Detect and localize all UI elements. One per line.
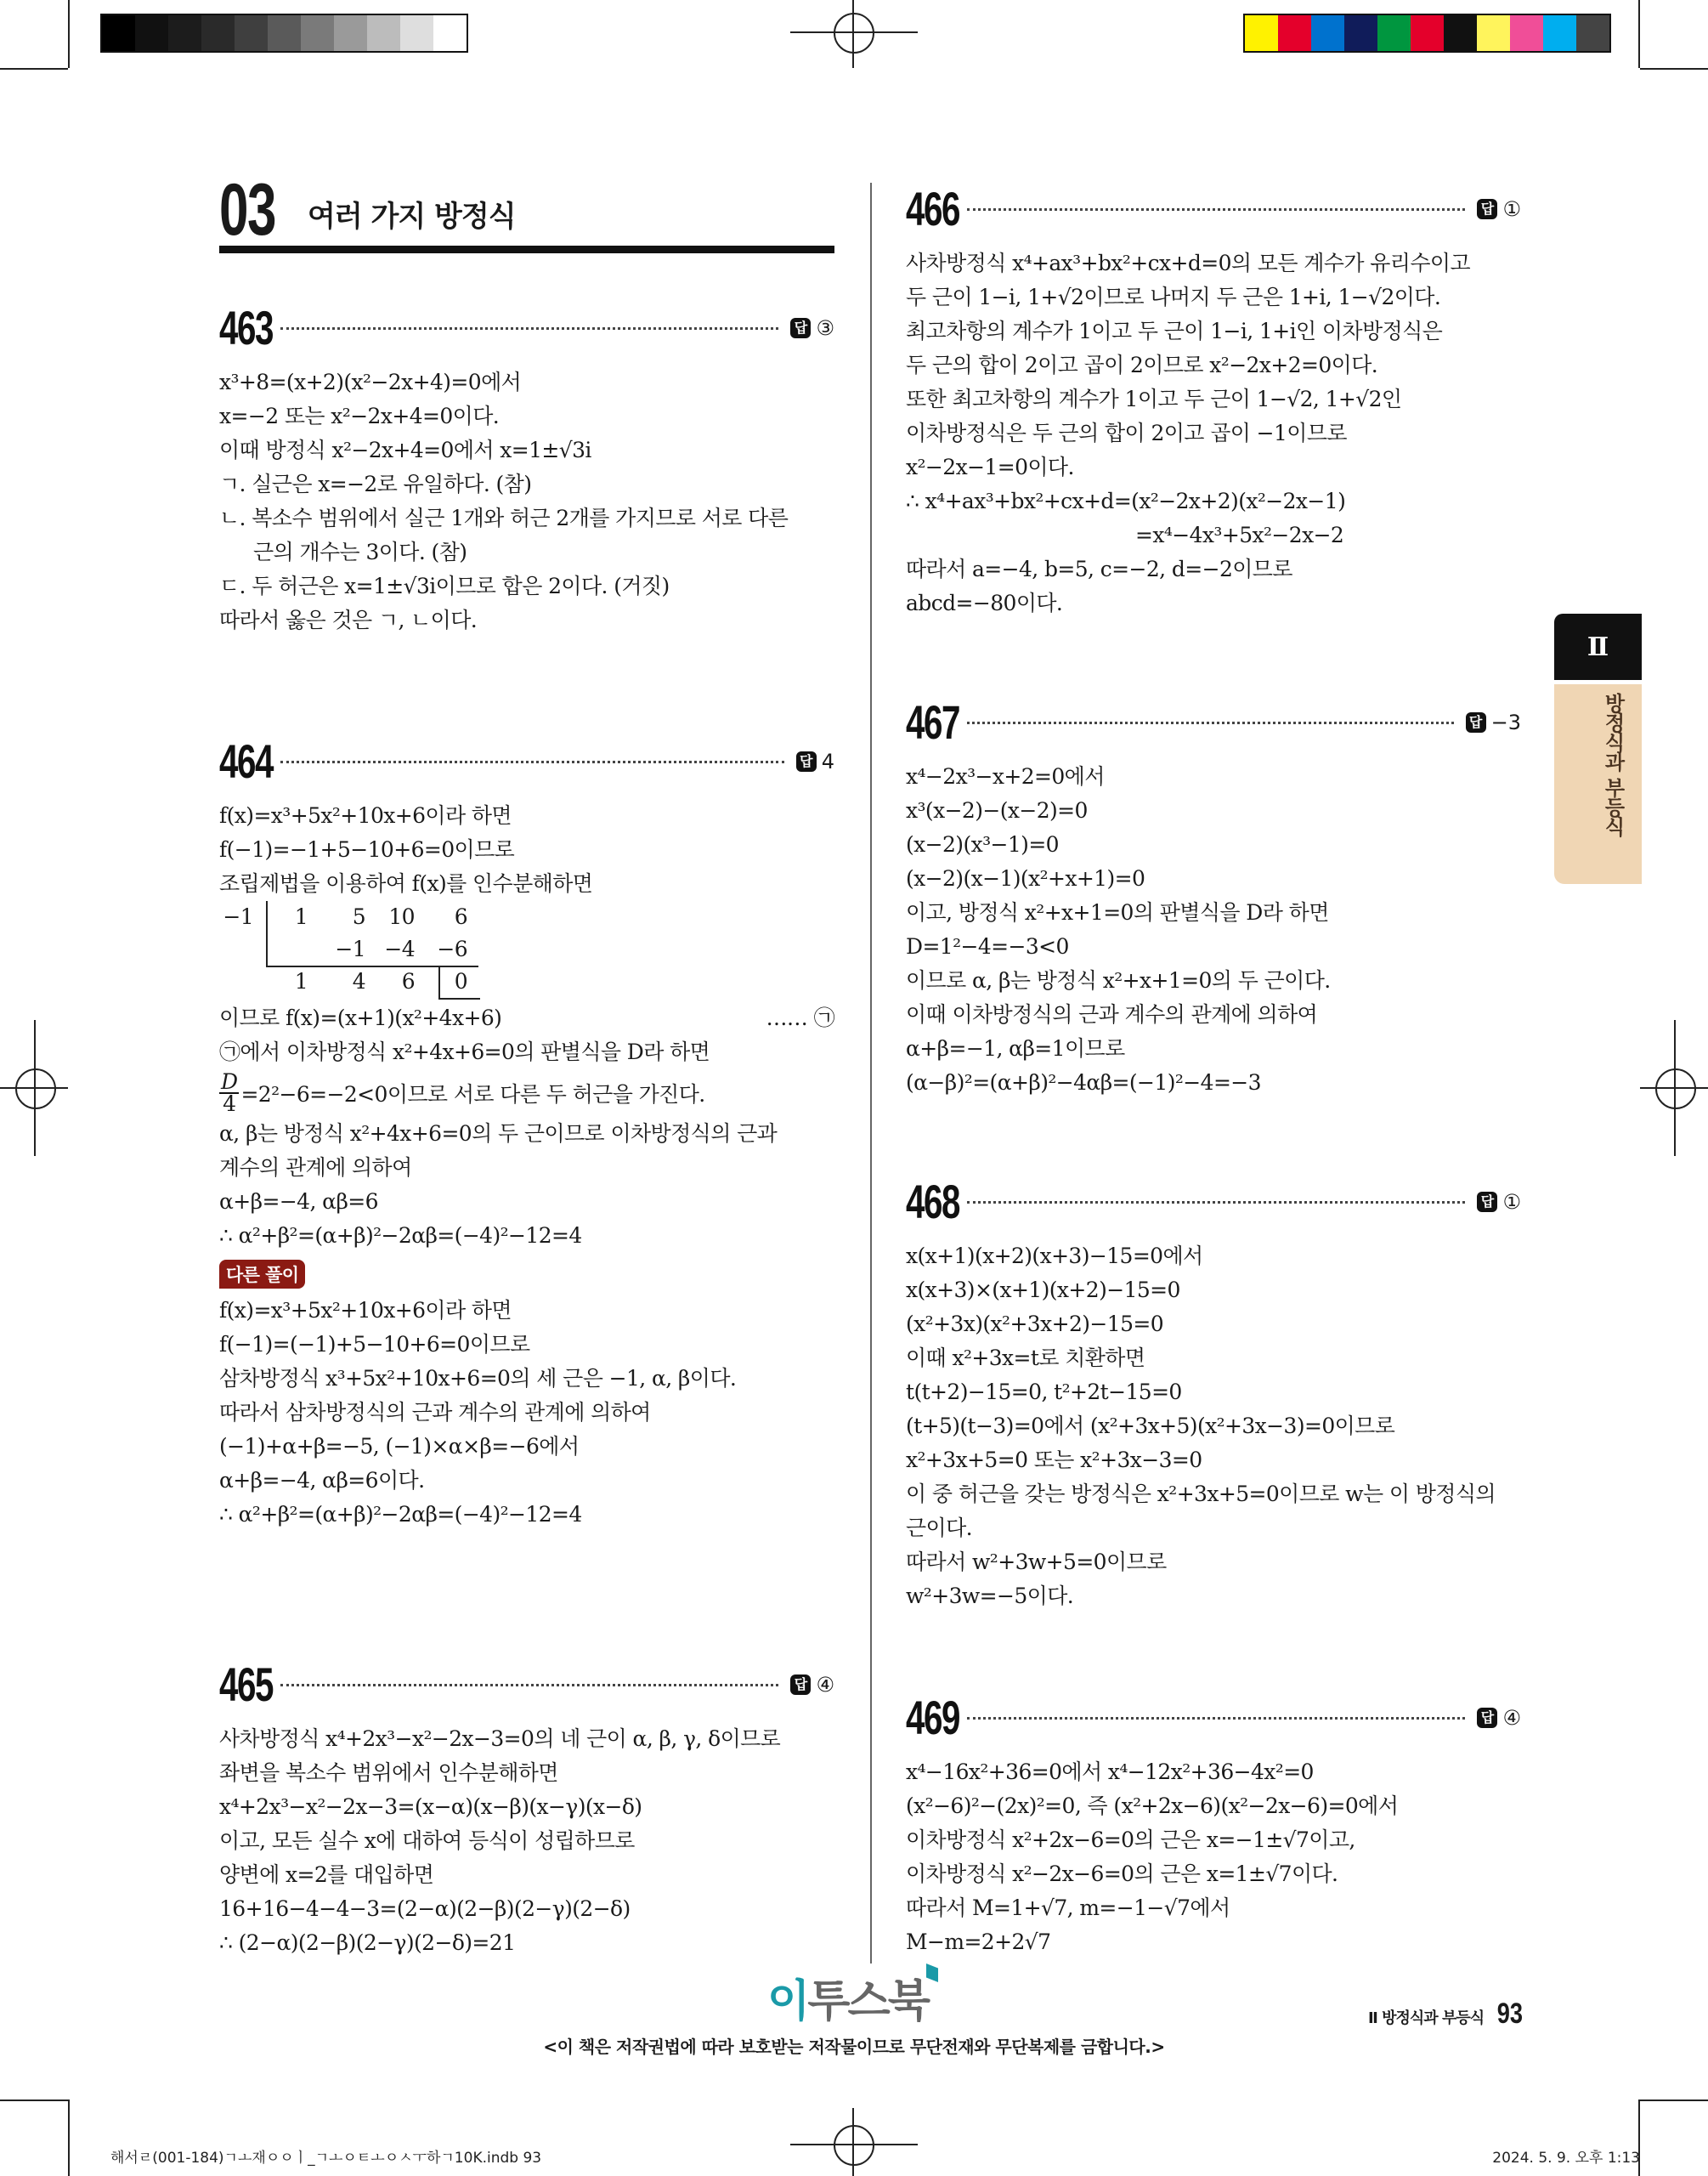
division-cell: 4 [352, 969, 365, 994]
alt-solution-row [219, 1253, 834, 1294]
dotted-leader [967, 1717, 1465, 1720]
answer [1466, 711, 1521, 734]
crop-mark [1638, 0, 1640, 68]
color-swatch [235, 15, 268, 51]
color-swatch [301, 15, 334, 51]
division-cell: 10 [388, 904, 415, 929]
registration-mark [852, 2108, 854, 2176]
solution-lines [906, 760, 1521, 1100]
dotted-leader [967, 1201, 1465, 1204]
color-swatch [268, 15, 301, 51]
color-swatch [1411, 15, 1444, 51]
column-divider [870, 183, 872, 1964]
answer-badge-icon: 답 [1477, 199, 1497, 219]
registration-mark [834, 13, 874, 54]
crop-mark [1640, 2100, 1708, 2101]
problem-number: 464 [219, 734, 273, 788]
solution-line: 또한 최고차항의 계수가 1이고 두 근이 1−√2, 1+√2인 [906, 387, 1402, 411]
solution-line: f(x)=x³+5x²+10x+6이라 하면 [219, 803, 512, 828]
answer-value: ③ [816, 316, 834, 340]
logo-flag-icon [926, 1964, 938, 1982]
answer [1477, 1706, 1521, 1730]
color-swatch [1278, 15, 1311, 51]
registration-mark [834, 2125, 874, 2166]
answer-value: 4 [821, 750, 834, 774]
solution-line: 이때 방정식 x²−2x+4=0에서 x=1±√3i [219, 438, 591, 462]
solution-line: f(x)=x³+5x²+10x+6이라 하면 [219, 1298, 512, 1323]
problem-number: 465 [219, 1658, 273, 1711]
answer-value: −3 [1490, 711, 1521, 734]
solution-line: 근이다. [906, 1516, 972, 1540]
fraction-denominator: 4 [223, 1091, 236, 1116]
division-cell: −1 [335, 937, 365, 961]
problem-467 [906, 695, 1521, 1100]
color-swatch [168, 15, 201, 51]
color-swatch [1576, 15, 1609, 51]
problem-number: 466 [906, 182, 959, 235]
solution-line: (α−β)²=(α+β)²−4αβ=(−1)²−4=−3 [906, 1070, 1261, 1095]
chapter-title: 여러 가지 방정식 [308, 200, 516, 234]
answer [796, 750, 834, 774]
crop-mark [0, 68, 68, 70]
solution-lines [906, 1755, 1521, 1959]
solution-lines [219, 366, 834, 638]
solution-line: 삼차방정식 x³+5x²+10x+6=0의 세 근은 −1, α, β이다. [219, 1366, 737, 1391]
solution-line: 이때 x²+3x=t로 치환하면 [906, 1346, 1145, 1370]
crop-mark [0, 2100, 68, 2101]
solution-line: x³+8=(x+2)(x²−2x+4)=0에서 [219, 370, 522, 394]
problem-number: 463 [219, 301, 273, 354]
solution-line: ∴ (2−α)(2−β)(2−γ)(2−δ)=21 [219, 1930, 516, 1955]
solution-line: 이 중 허근을 갖는 방정식은 x²+3x+5=0이므로 w는 이 방정식의 [906, 1482, 1496, 1506]
solution-line: α, β는 방정식 x²+4x+6=0의 두 근이므로 이차방정식의 근과 [219, 1121, 778, 1146]
division-cell: −4 [384, 937, 415, 961]
dotted-leader [967, 722, 1454, 724]
solution-line: x⁴−16x²+36=0에서 x⁴−12x²+36−4x²=0 [906, 1760, 1314, 1784]
answer-value: ④ [816, 1673, 834, 1697]
problem-465 [219, 1658, 834, 1960]
dotted-leader [280, 327, 778, 330]
registration-mark [1640, 1087, 1708, 1089]
solution-line: ㄴ. 복소수 범위에서 실근 1개와 허근 2개를 가지므로 서로 다른 [219, 506, 789, 530]
problem-header [219, 734, 834, 788]
answer-badge-icon: 답 [790, 318, 811, 338]
solution-line: ∴ α²+β²=(α+β)²−2αβ=(−4)²−12=4 [219, 1223, 582, 1248]
answer-badge-icon: 답 [1466, 712, 1486, 733]
fraction-rest: =2²−6=−2<0이므로 서로 다른 두 허근을 가진다. [240, 1082, 705, 1107]
fraction [219, 1069, 239, 1116]
solution-line: 양변에 x=2를 대입하면 [219, 1862, 434, 1887]
solution-line: (x²+3x)(x²+3x+2)−15=0 [906, 1312, 1164, 1336]
equation-tag: …… ㉠ [766, 1006, 834, 1030]
solution-line: 근의 개수는 3이다. (참) [253, 540, 467, 564]
problem-header [219, 301, 834, 354]
solution-line: (x−2)(x−1)(x²+x+1)=0 [906, 866, 1145, 891]
problem-header [906, 1175, 1521, 1228]
problem-468 [906, 1175, 1521, 1613]
solution-line: 이므로 α, β는 방정식 x²+x+1=0의 두 근이다. [906, 968, 1331, 993]
solution-line: ㉠에서 이차방정식 x²+4x+6=0의 판별식을 D라 하면 [219, 1040, 710, 1064]
color-swatch [1477, 15, 1510, 51]
color-swatch [367, 15, 400, 51]
answer [790, 316, 834, 340]
solution-line: 이고, 방정식 x²+x+1=0의 판별식을 D라 하면 [906, 900, 1329, 925]
solution-line: 따라서 옳은 것은 ㄱ, ㄴ이다. [219, 608, 478, 632]
solution-line: α+β=−4, αβ=6 [219, 1189, 378, 1214]
problem-469 [906, 1691, 1521, 1959]
problem-number: 468 [906, 1175, 959, 1228]
color-swatch [1377, 15, 1411, 51]
division-cell: 5 [352, 904, 365, 929]
division-cell: 1 [294, 904, 308, 929]
registration-mark [852, 0, 854, 68]
solution-line: =x⁴−4x³+5x²−2x−2 [1135, 523, 1344, 547]
answer-value: ① [1502, 1190, 1521, 1214]
slug-file-name: 해서ㄹ(001-184)ㄱㅗ재ㅇㅇㅣ_ㄱㅗㅇㅌㅗㅇㅅㅜ하ㄱ10K.indb 93 [110, 2150, 542, 2167]
solution-line: x⁴+2x³−x²−2x−3=(x−α)(x−β)(x−γ)(x−δ) [219, 1794, 642, 1819]
solution-line: 이고, 모든 실수 x에 대하여 등식이 성립하므로 [219, 1828, 635, 1853]
alt-solution-badge: 다른 풀이 [219, 1260, 305, 1289]
crop-mark [68, 2100, 70, 2176]
color-swatch [102, 15, 135, 51]
solution-line: M−m=2+2√7 [906, 1930, 1051, 1954]
solution-line: (−1)+α+β=−5, (−1)×α×β=−6에서 [219, 1434, 580, 1459]
dotted-leader [280, 761, 784, 763]
dotted-leader [280, 1684, 778, 1686]
chapter-number: 03 [219, 169, 276, 251]
crop-mark [1640, 68, 1708, 70]
solution-lines [219, 1722, 834, 1960]
solution-line: abcd=−80이다. [906, 591, 1063, 615]
solution-line: f(−1)=−1+5−10+6=0이므로 [219, 837, 515, 862]
section-label: Ⅱ 방정식과 부등식 [1368, 2009, 1485, 2027]
answer [790, 1673, 834, 1697]
solution-line: (t+5)(t−3)=0에서 (x²+3x+5)(x²+3x−3)=0이므로 [906, 1414, 1395, 1438]
solution-line: x³(x−2)−(x−2)=0 [906, 798, 1088, 823]
color-swatch [1444, 15, 1477, 51]
solution-line: α+β=−1, αβ=1이므로 [906, 1036, 1125, 1061]
answer [1477, 197, 1521, 221]
solution-line: f(−1)=(−1)+5−10+6=0이므로 [219, 1332, 530, 1357]
chapter-tab-roman: Ⅱ [1586, 632, 1609, 662]
problem-header [906, 695, 1521, 749]
copyright-notice: <이 책은 저작권법에 따라 보호받는 저작물이므로 무단전재와 무단복제를 금합니다.> [543, 2037, 1165, 2057]
chapter-tab[interactable] [1554, 614, 1642, 680]
solution-line: ∴ x⁴+ax³+bx²+cx+d=(x²−2x+2)(x²−2x−1) [906, 489, 1346, 513]
solution-line: 사차방정식 x⁴+2x³−x²−2x−3=0의 네 근이 α, β, γ, δ이므로 [219, 1726, 781, 1751]
solution-line: x(x+3)×(x+1)(x+2)−15=0 [906, 1278, 1180, 1302]
registration-mark [790, 2144, 918, 2145]
division-cell: 1 [294, 969, 308, 994]
grayscale-color-bar [100, 14, 468, 53]
solution-line: 최고차항의 계수가 1이고 두 근이 1−i, 1+i인 이차방정식은 [906, 319, 1443, 343]
solution-line: D=1²−4=−3<0 [906, 934, 1069, 959]
solution-line: 사차방정식 x⁴+ax³+bx²+cx+d=0의 모든 계수가 유리수이고 [906, 251, 1471, 275]
publisher-logo: 이투스북 [767, 1976, 928, 2027]
color-swatch [1510, 15, 1543, 51]
solution-line: 16+16−4−4−3=(2−α)(2−β)(2−γ)(2−δ) [219, 1896, 631, 1921]
synthetic-division [219, 901, 834, 1001]
answer-badge-icon: 답 [1477, 1192, 1497, 1212]
solution-line: 이차방정식 x²+2x−6=0의 근은 x=−1±√7이고, [906, 1828, 1355, 1852]
division-cell: 0 [454, 969, 467, 994]
solution-line: 좌변을 복소수 범위에서 인수분해하면 [219, 1760, 558, 1785]
division-cell: −6 [437, 937, 467, 961]
solution-line: x⁴−2x³−x+2=0에서 [906, 764, 1105, 789]
division-vertical-line [266, 901, 268, 966]
solution-lines [906, 246, 1521, 620]
problem-header [219, 1658, 834, 1711]
page-number: 93 [1496, 1998, 1524, 2030]
solution-lines [219, 799, 834, 1532]
solution-line: 따라서 삼차방정식의 근과 계수의 관계에 의하여 [219, 1400, 651, 1425]
crop-mark [68, 0, 70, 68]
solution-line: x²+3x+5=0 또는 x²+3x−3=0 [906, 1448, 1202, 1472]
division-divisor: −1 [223, 904, 253, 929]
problem-header [906, 1691, 1521, 1744]
solution-line: (x²−6)²−(2x)²=0, 즉 (x²+2x−6)(x²−2x−6)=0에서 [906, 1794, 1399, 1818]
problem-number: 469 [906, 1691, 959, 1744]
color-swatch [135, 15, 168, 51]
color-swatch [1543, 15, 1576, 51]
answer-value: ④ [1502, 1706, 1521, 1730]
problem-464 [219, 734, 834, 1532]
solution-lines [906, 1239, 1521, 1613]
solution-line: (x−2)(x³−1)=0 [906, 832, 1059, 857]
answer-badge-icon: 답 [796, 751, 817, 772]
solution-line: α+β=−4, αβ=6이다. [219, 1468, 425, 1493]
problem-number: 467 [906, 695, 959, 749]
solution-line: 따라서 M=1+√7, m=−1−√7에서 [906, 1896, 1230, 1920]
process-color-bar [1243, 14, 1611, 53]
solution-line: ㄷ. 두 허근은 x=1±√3i이므로 합은 2이다. (거짓) [219, 574, 670, 598]
solution-line: ㄱ. 실근은 x=−2로 유일하다. (참) [219, 472, 532, 496]
registration-mark [15, 1068, 56, 1109]
answer-badge-icon: 답 [1477, 1708, 1497, 1728]
problem-466 [906, 182, 1521, 620]
answer [1477, 1190, 1521, 1214]
chapter-tab-label: 방정식과 부등식 [1601, 693, 1625, 836]
answer-badge-icon: 답 [790, 1674, 811, 1695]
division-cell: 6 [454, 904, 467, 929]
problem-463 [219, 301, 834, 638]
color-swatch [201, 15, 235, 51]
color-swatch [1245, 15, 1278, 51]
color-swatch [334, 15, 367, 51]
solution-line: 두 근이 1−i, 1+√2이므로 나머지 두 근은 1+i, 1−√2이다. [906, 285, 1441, 309]
chapter-header [219, 169, 834, 253]
registration-mark [790, 31, 918, 33]
color-swatch [400, 15, 433, 51]
fraction-numerator: D [221, 1069, 238, 1094]
problem-header [906, 182, 1521, 235]
solution-line: 조립제법을 이용하여 f(x)를 인수분해하면 [219, 871, 593, 896]
solution-line: t(t+2)−15=0, t²+2t−15=0 [906, 1380, 1182, 1404]
solution-line: 따라서 w²+3w+5=0이므로 [906, 1550, 1167, 1574]
color-swatch [1344, 15, 1377, 51]
solution-line: 이므로 f(x)=(x+1)(x²+4x+6) …… ㉠ [219, 1001, 834, 1035]
solution-line: 계수의 관계에 의하여 [219, 1155, 412, 1180]
solution-line: ∴ α²+β²=(α+β)²−2αβ=(−4)²−12=4 [219, 1502, 582, 1527]
remainder-box [438, 966, 480, 1000]
color-swatch [433, 15, 467, 51]
solution-line: x²−2x−1=0이다. [906, 455, 1074, 479]
solution-line: 따라서 a=−4, b=5, c=−2, d=−2이므로 [906, 557, 1292, 581]
page-footer-label [1368, 1998, 1526, 2031]
slug-date: 2024. 5. 9. 오후 1:13 [1492, 2150, 1640, 2167]
registration-mark [0, 1087, 68, 1089]
division-cell: 6 [401, 969, 415, 994]
solution-line: x=−2 또는 x²−2x+4=0이다. [219, 404, 500, 428]
answer-value: ① [1502, 197, 1521, 221]
dotted-leader [967, 208, 1465, 211]
solution-line: 두 근의 합이 2이고 곱이 2이므로 x²−2x+2=0이다. [906, 353, 1378, 377]
solution-line: w²+3w=−5이다. [906, 1584, 1074, 1608]
solution-line: 이때 이차방정식의 근과 계수의 관계에 의하여 [906, 1002, 1318, 1027]
solution-line [219, 1069, 834, 1117]
solution-line: x(x+1)(x+2)(x+3)−15=0에서 [906, 1244, 1203, 1268]
chapter-tab-label-box [1554, 684, 1642, 884]
solution-line: 이차방정식 x²−2x−6=0의 근은 x=1±√7이다. [906, 1862, 1338, 1886]
registration-mark [1655, 1068, 1696, 1109]
color-swatch [1311, 15, 1344, 51]
solution-line: 이차방정식은 두 근의 합이 2이고 곱이 −1이므로 [906, 421, 1347, 445]
